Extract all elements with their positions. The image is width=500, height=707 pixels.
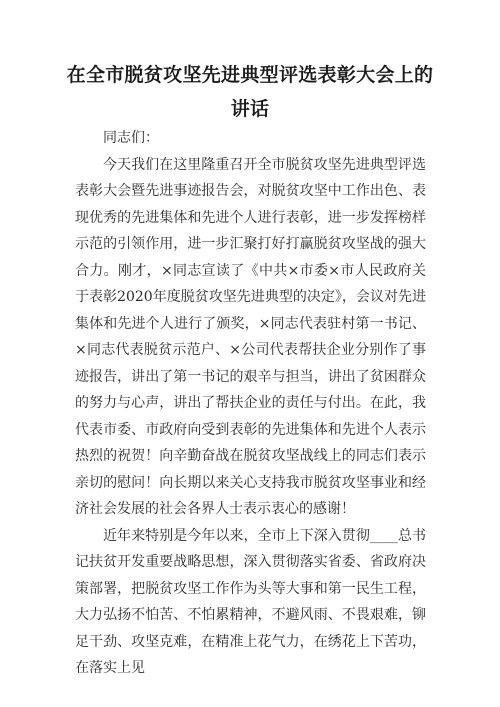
paragraph-2: 近年来特别是今年以来，全市上下深入贯彻____总书记扶贫开发重要战略思想，深入贯彻落实省委、省政府决策部署，把脱贫攻坚工作作为头等大事和第一民生工程，大力弘扬不怕苦、不怕累精神，不避风雨、不畏艰难，铆足干劲、攻坚克难，在精准上花气力，在绣花上下苦功，在落实上见 (75, 527, 426, 676)
document-body (75, 125, 426, 682)
document-title: 在全市脱贫攻坚先进典型评选表彰大会上的讲话 (66, 64, 434, 120)
salutation: 同志们： (103, 130, 159, 146)
paragraph-1: 今天我们在这里隆重召开全市脱贫攻坚先进典型评选表彰大会暨先进事迹报告会，对脱贫攻坚中工作出色、表现优秀的先进集体和先进个人进行表彰，进一步发挥榜样示范的引领作用，进一步汇聚打好打赢脱贫攻坚战的强大合力。刚才，×同志宣读了《中共×市委×市人民政府关于表彰2020年度脱贫攻坚先进典型的决定》，会议对先进集体和先进个人进行了颁奖，×同志代表驻村第一书记、×同志代表脱贫示范户、×公司代表帮扶企业分别作了事迹报告，讲出了第一书记的艰辛与担当，讲出了贫困群众的努力与心声，讲出了帮扶企业的责任与付出。在此，我代表市委、市政府向受到表彰的先进集体和先进个人表示热烈的祝贺！向辛勤奋战在脱贫攻坚战线上的同志们表示亲切的慰问！向长期以来关心支持我市脱贫攻坚事业和经济社会发展的社会各界人士表示衷心的感谢！ (75, 156, 426, 517)
